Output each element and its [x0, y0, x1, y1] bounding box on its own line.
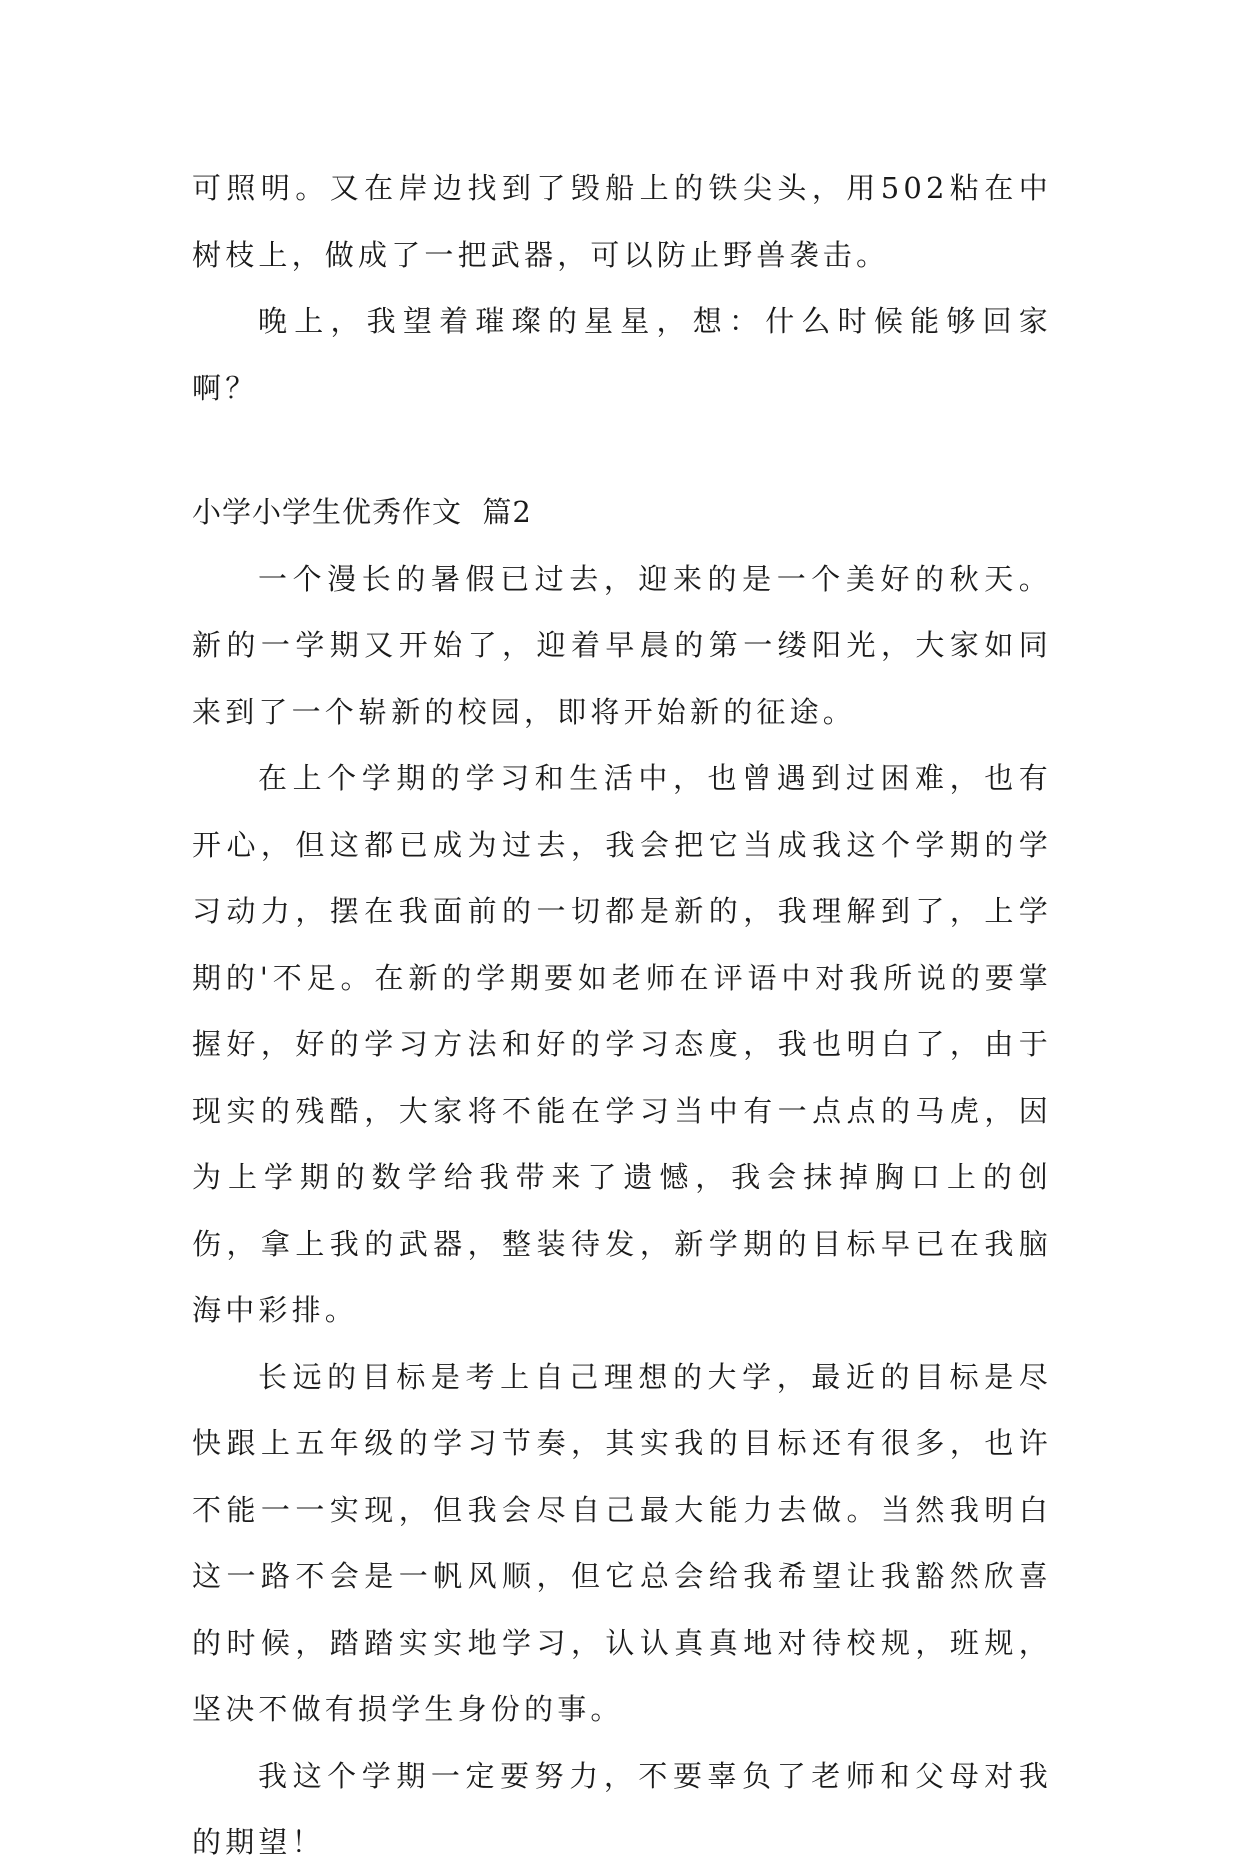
- paragraph-continued: 可照明。又在岸边找到了毁船上的铁尖头，用502粘在中树枝上，做成了一把武器，可以防止野兽袭击。: [192, 171, 1052, 272]
- paragraph: 晚上，我望着璀璨的星星，想：什么时候能够回家啊？: [192, 304, 1052, 405]
- paragraph: 在上个学期的学习和生活中，也曾遇到过困难，也有开心，但这都已成为过去，我会把它当成我这个学期的学习动力，摆在我面前的一切都是新的，我理解到了，上学期的'不足。在新的学期要如老师在评语中对我所说的要掌握好，好的学习方法和好的学习态度，我也明白了，由于现实的残酷，大家将不能在学习当中有一点点的马虎，因为上学期的数学给我带来了遗憾，我会抹掉胸口上的创伤，拿上我的武器，整装待发，新学期的目标早已在我脑海中彩排。: [192, 761, 1052, 1327]
- paragraph: 长远的目标是考上自己理想的大学，最近的目标是尽快跟上五年级的学习节奏，其实我的目标还有很多，也许不能一一实现，但我会尽自己最大能力去做。当然我明白这一路不会是一帆风顺，但它总会给我希望让我豁然欣喜的时候，踏踏实实地学习，认认真真地对待校规，班规，坚决不做有损学生身份的事。: [192, 1359, 1052, 1726]
- section-spacer: [192, 421, 1052, 479]
- paragraph: 我这个学期一定要努力，不要辜负了老师和父母对我的期望！: [192, 1758, 1052, 1859]
- paragraph: 一个漫长的暑假已过去，迎来的是一个美好的秋天。新的一学期又开始了，迎着早晨的第一缕阳光，大家如同来到了一个崭新的校园，即将开始新的征途。: [192, 561, 1052, 729]
- section-heading: 小学小学生优秀作文 篇2: [192, 495, 532, 529]
- document-body: [192, 155, 1052, 1876]
